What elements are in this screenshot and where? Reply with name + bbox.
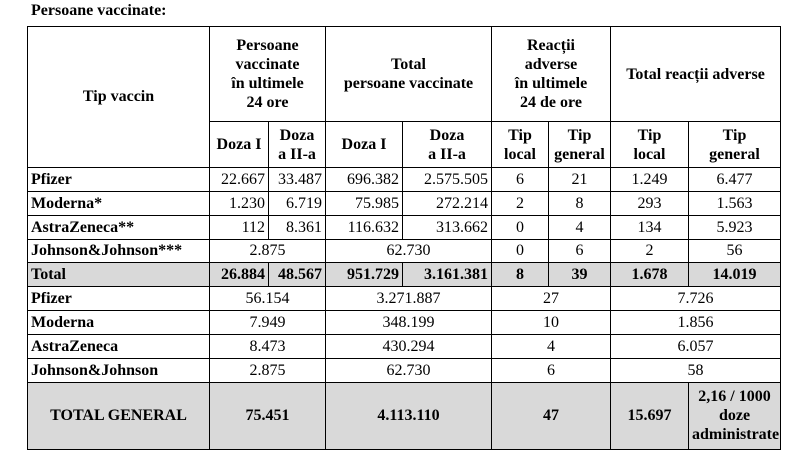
cell-d1-24h: 1.230 <box>210 191 269 215</box>
cell-d2-total: 2.575.505 <box>403 167 492 191</box>
cell-reactii-total: 7.726 <box>611 287 781 311</box>
cell-d1-24h: 22.667 <box>210 167 269 191</box>
header-doza2-total: Doza a II-a <box>403 122 492 168</box>
header-reactii-24h: Reacții adverse în ultimele 24 de ore <box>492 27 611 122</box>
cell-local-total: 134 <box>611 215 689 239</box>
table-row <box>28 239 781 263</box>
cell-d2-24h: 8.361 <box>269 215 326 239</box>
cell-local-24h: 0 <box>492 215 549 239</box>
cell-d2-total: 272.214 <box>403 191 492 215</box>
vaccine-name: Johnson&Johnson <box>28 358 210 382</box>
header-total-reactii: Total reacții adverse <box>611 27 781 122</box>
cell-vacc-total: 430.294 <box>326 334 492 358</box>
cell-vacc-total: 348.199 <box>326 311 492 335</box>
cell-general-total: 1.563 <box>689 191 781 215</box>
cell-local-24h: 2 <box>492 191 549 215</box>
vaccine-name: Moderna <box>28 311 210 335</box>
cell-vacc-total: 4.113.110 <box>326 382 492 449</box>
cell-local-total: 2 <box>611 239 689 263</box>
header-tip-vaccin: Tip vaccin <box>28 27 210 168</box>
cell-d2-24h: 33.487 <box>269 167 326 191</box>
header-total-persoane: Total persoane vaccinate <box>326 27 492 122</box>
cell-local-total: 1.678 <box>611 263 689 287</box>
cell-local-24h: 0 <box>492 239 549 263</box>
vaccine-name: Moderna* <box>28 191 210 215</box>
cell-general-total: 5.923 <box>689 215 781 239</box>
cell-reactii-total: 58 <box>611 358 781 382</box>
cell-reactii-24h: 47 <box>492 382 611 449</box>
cell-vacc-24h: 7.949 <box>210 311 326 335</box>
cell-d2-24h: 48.567 <box>269 263 326 287</box>
cell-reactii-24h: 27 <box>492 287 611 311</box>
header-general-total: Tip general <box>689 122 781 168</box>
total-row <box>28 263 781 287</box>
cell-general-24h: 39 <box>549 263 611 287</box>
cell-d1-24h: 26.884 <box>210 263 269 287</box>
table-row <box>28 167 781 191</box>
total-general-label: TOTAL GENERAL <box>28 382 210 449</box>
cell-general-total: 14.019 <box>689 263 781 287</box>
summary-row <box>28 287 781 311</box>
cell-vacc-total: 62.730 <box>326 239 492 263</box>
cell-reactii-rate: 2,16 / 1000 doze administrate <box>689 382 781 449</box>
cell-reactii-total: 6.057 <box>611 334 781 358</box>
cell-general-24h: 21 <box>549 167 611 191</box>
cell-general-24h: 8 <box>549 191 611 215</box>
vaccine-name: Pfizer <box>28 167 210 191</box>
cell-d2-24h: 6.719 <box>269 191 326 215</box>
header-local-24h: Tip local <box>492 122 549 168</box>
cell-vacc-24h: 75.451 <box>210 382 326 449</box>
cell-local-24h: 6 <box>492 167 549 191</box>
cell-reactii-total: 15.697 <box>611 382 689 449</box>
total-general-row <box>28 382 781 449</box>
cell-vacc-24h: 2.875 <box>210 239 326 263</box>
cell-general-24h: 4 <box>549 215 611 239</box>
cell-d2-total: 3.161.381 <box>403 263 492 287</box>
cell-reactii-24h: 4 <box>492 334 611 358</box>
vaccination-table <box>27 26 781 450</box>
summary-row <box>28 311 781 335</box>
vaccine-name: AstraZeneca** <box>28 215 210 239</box>
header-doza2-24h: Doza a II-a <box>269 122 326 168</box>
cell-general-total: 56 <box>689 239 781 263</box>
cell-d1-total: 696.382 <box>326 167 403 191</box>
header-doza1-24h: Doza I <box>210 122 269 168</box>
cell-d2-total: 313.662 <box>403 215 492 239</box>
summary-row <box>28 358 781 382</box>
table-caption: Persoane vaccinate: <box>31 2 167 19</box>
table-row <box>28 191 781 215</box>
cell-vacc-24h: 2.875 <box>210 358 326 382</box>
cell-d1-24h: 112 <box>210 215 269 239</box>
header-local-total: Tip local <box>611 122 689 168</box>
cell-vacc-24h: 56.154 <box>210 287 326 311</box>
vaccine-name: AstraZeneca <box>28 334 210 358</box>
cell-d1-total: 951.729 <box>326 263 403 287</box>
header-doza1-total: Doza I <box>326 122 403 168</box>
cell-d1-total: 116.632 <box>326 215 403 239</box>
header-general-24h: Tip general <box>549 122 611 168</box>
summary-row <box>28 334 781 358</box>
vaccine-name: Pfizer <box>28 287 210 311</box>
cell-reactii-24h: 10 <box>492 311 611 335</box>
cell-vacc-total: 3.271.887 <box>326 287 492 311</box>
cell-local-24h: 8 <box>492 263 549 287</box>
cell-vacc-24h: 8.473 <box>210 334 326 358</box>
table-row <box>28 215 781 239</box>
cell-reactii-total: 1.856 <box>611 311 781 335</box>
cell-local-total: 293 <box>611 191 689 215</box>
header-row-1 <box>28 27 781 122</box>
total-label: Total <box>28 263 210 287</box>
cell-general-24h: 6 <box>549 239 611 263</box>
cell-general-total: 6.477 <box>689 167 781 191</box>
vaccine-name: Johnson&Johnson*** <box>28 239 210 263</box>
cell-vacc-total: 62.730 <box>326 358 492 382</box>
cell-local-total: 1.249 <box>611 167 689 191</box>
header-persoane-24h: Persoane vaccinate în ultimele 24 ore <box>210 27 326 122</box>
cell-reactii-24h: 6 <box>492 358 611 382</box>
cell-d1-total: 75.985 <box>326 191 403 215</box>
